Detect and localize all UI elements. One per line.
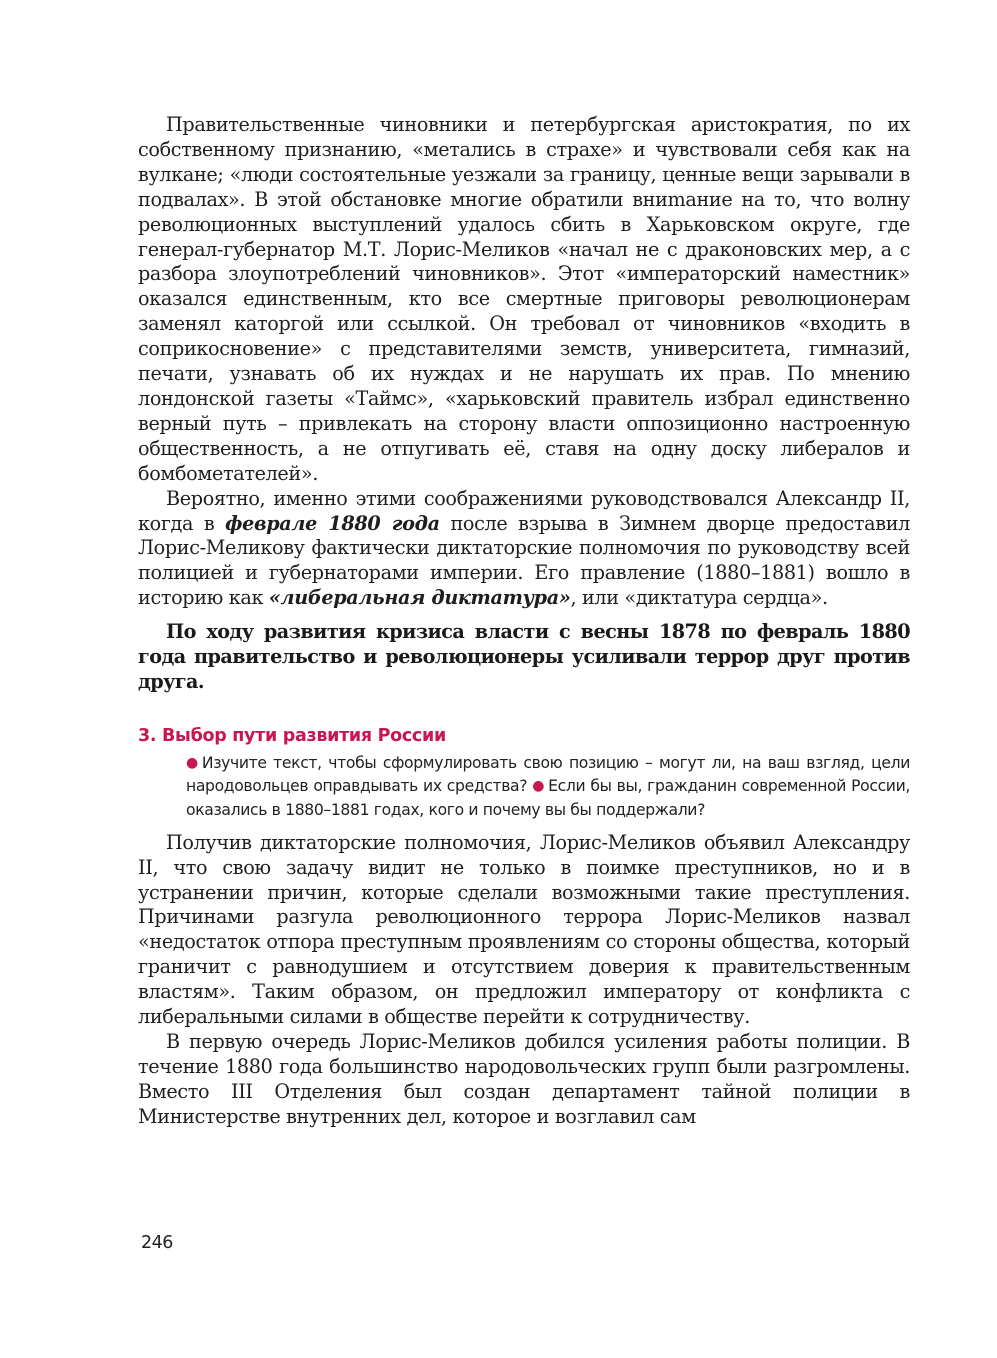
paragraph-aristocracy-fear: Правительственные чиновники и петербургская аристократия, по их собственному признанию, «метались в страхе» и чувствовали себя как на вулкане; «люди состоятельные уезжали за границу, ценные вещи зарывали в подвалах». В этой обстановке многие обратили вниmание на то, что волну революционных выступлений удалось сбить в Харьковском округе, где генерал-губернатор М.Т. Лорис-Меликов «начал не с драконовских мер, а с разбора злоупотреблений чиновников». Этот «императорский наместник» оказался единственным, кто все смертные приговоры революционерам заменял каторгой или ссылкой. Он требовал от чиновников «входить в соприкосновение» с представителями земств, университета, гимназий, печати, узнавать об их нуждах и не нарушать их прав. По мнению лондонской газеты «Таймс», «харьковский правитель избрал единственно верный путь – привлекать на сторону власти оппозиционно настроенную общественность, а не отпугивать её, ставя на одну доску либералов и бомбометателей». [138,113,910,485]
paragraph-text: после взрыва в Зимнем дворце предоставил Лорис-Меликову фактически диктаторские полномочия по руководству всей полицией и губернаторами империи. Его правление (1880–1881) вошло в историю как [138,511,910,610]
page-number: 246 [141,1233,173,1253]
bullet-icon: ● [532,778,545,795]
question-2: Если бы вы, гражданин современной России, оказались в 1880–1881 годах, кого и почему вы бы поддержали? [186,777,910,819]
paragraph-police-reform: В первую очередь Лорис-Меликов добился усиления работы полиции. В течение 1880 года большинство народовольческих групп были разгромлены. Вместо III Отделения был создан департамент тайной полиции в Министерстве внутренних дел, которое и возглавил сам [138,1029,910,1128]
paragraph-text: Вероятно, именно этими соображениями руководствовался Александр II, когда в [138,486,910,535]
textbook-page [138,113,910,1130]
question-1: Изучите текст, чтобы сформулировать свою позицию – могут ли, на ваш взгляд, цели народовольцев оправдывать их средства? [186,754,910,796]
section-heading: 3. Выбор пути развития России [138,726,446,747]
paragraph-loris-melikov-report: Получив диктаторские полномочия, Лорис-Меликов объявил Александру II, что свою задачу видит не только в поимке преступников, но и в устранении причин, которые сделали возможными такие преступления. Причинами разгула революционного террора Лорис-Меликов назвал «недостаток отпора преступным проявлениям со стороны общества, который граничит с равнодушием и отсутствием доверия к правительственным властям». Таким образом, он предложил императору от конфликта с либеральными силами в обществе перейти к сотрудничеству. [138,830,910,1029]
emphasized-date: феврале 1880 года [225,511,440,535]
study-questions [186,752,910,822]
emphasized-term: «либеральная диктатура» [268,586,571,610]
paragraph-text: , или «диктатура сердца». [570,586,828,610]
paragraph-liberal-dictatorship [138,487,910,612]
summary-paragraph: По ходу развития кризиса власти с весны 1878 по февраль 1880 года правительство и революционеры усиливали террор друг против друга. [138,620,910,694]
bullet-icon: ● [186,755,198,772]
